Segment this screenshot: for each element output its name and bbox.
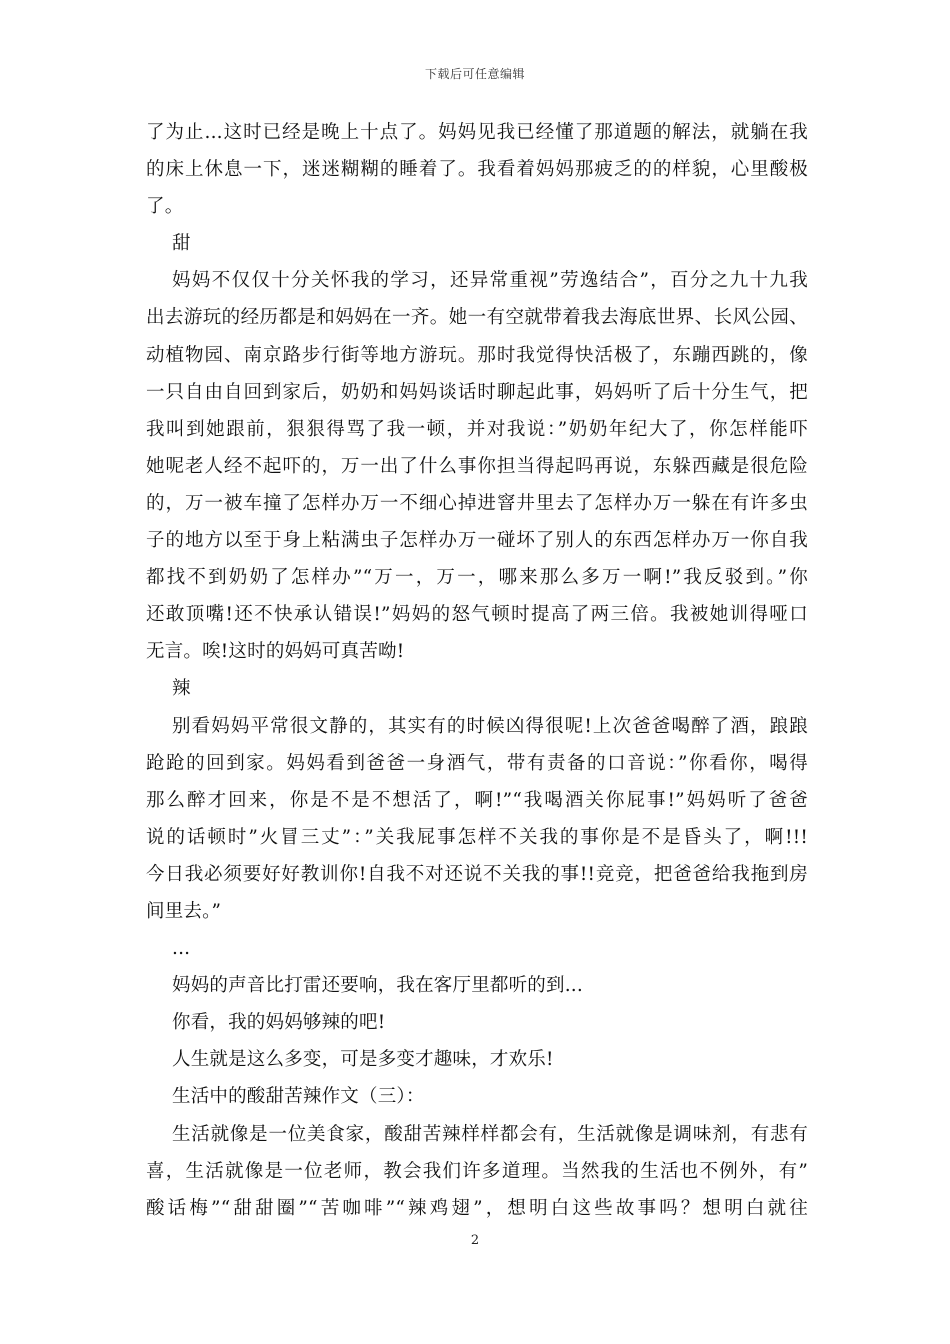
text-line: 今日我必须要好好教训你!自我不对还说不关我的事!!竞竞，把爸爸给我拖到房 — [146, 863, 808, 885]
page-header: 下载后可任意编辑 — [424, 67, 525, 81]
text-line: 酸话梅”“甜甜圈”“苦咖啡”“辣鸡翅”，想明白这些故事吗？想明白就往 — [146, 1197, 808, 1219]
text-line: 妈妈的声音比打雷还要响，我在客厅里都听的到... — [172, 975, 583, 997]
text-line: 了。 — [146, 196, 184, 218]
text-line: 子的地方以至于身上粘满虫子怎样办万一碰坏了别人的东西怎样办万一你自我 — [146, 530, 808, 552]
text-line: 辣 — [172, 678, 191, 700]
text-line: 她呢老人经不起吓的，万一出了什么事你担当得起吗再说，东躲西藏是很危险 — [146, 455, 808, 477]
document-body — [146, 114, 808, 1227]
text-line: 的床上休息一下，迷迷糊糊的睡着了。我看着妈妈那疲乏的的样貌，心里酸极 — [146, 159, 808, 181]
text-line: 那么醉才回来，你是不是不想活了，啊!”“我喝酒关你屁事!”妈妈听了爸爸 — [146, 789, 808, 811]
text-line: 生活就像是一位美食家，酸甜苦辣样样都会有，生活就像是调味剂，有悲有 — [172, 1123, 808, 1145]
text-line: 喜，生活就像是一位老师，教会我们许多道理。当然我的生活也不例外，有” — [146, 1160, 808, 1182]
page-number: 2 — [470, 1233, 480, 1248]
text-line: ... — [172, 938, 191, 960]
text-line: 都找不到奶奶了怎样办”“万一，万一，哪来那么多万一啊!”我反驳到。”你 — [146, 567, 808, 589]
text-line: 间里去。” — [146, 900, 222, 922]
text-line: 妈妈不仅仅十分关怀我的学习，还异常重视”劳逸结合”，百分之九十九我 — [172, 270, 808, 292]
text-line: 跄跄的回到家。妈妈看到爸爸一身酒气，带有责备的口音说：”你看你，喝得 — [146, 752, 808, 774]
text-line: 无言。唉!这时的妈妈可真苦呦! — [146, 641, 405, 663]
text-line: 我叫到她跟前，狠狠得骂了我一顿，并对我说：”奶奶年纪大了，你怎样能吓 — [146, 418, 808, 440]
text-line: 了为止...这时已经是晚上十点了。妈妈见我已经懂了那道题的解法，就躺在我 — [146, 122, 808, 143]
text-line: 动植物园、南京路步行街等地方游玩。那时我觉得快活极了，东蹦西跳的，像 — [146, 344, 808, 366]
text-line: 的，万一被车撞了怎样办万一不细心掉进窨井里去了怎样办万一躲在有许多虫 — [146, 492, 808, 514]
text-line: 别看妈妈平常很文静的，其实有的时候凶得很呢!上次爸爸喝醉了酒，踉踉 — [172, 715, 808, 737]
text-line: 出去游玩的经历都是和妈妈在一齐。她一有空就带着我去海底世界、长风公园、 — [146, 307, 808, 329]
text-line: 生活中的酸甜苦辣作文（三）： — [172, 1086, 425, 1108]
text-line: 还敢顶嘴!还不快承认错误!”妈妈的怒气顿时提高了两三倍。我被她训得哑口 — [146, 604, 808, 626]
text-line: 人生就是这么多变，可是多变才趣味，才欢乐! — [172, 1049, 554, 1071]
text-line: 说的话顿时”火冒三丈”：”关我屁事怎样不关我的事你是不是昏头了，啊!!! — [146, 826, 808, 848]
text-line: 一只自由自回到家后，奶奶和妈妈谈话时聊起此事，妈妈听了后十分生气，把 — [146, 381, 808, 403]
text-line: 你看，我的妈妈够辣的吧! — [172, 1012, 386, 1034]
text-line: 甜 — [172, 233, 191, 255]
